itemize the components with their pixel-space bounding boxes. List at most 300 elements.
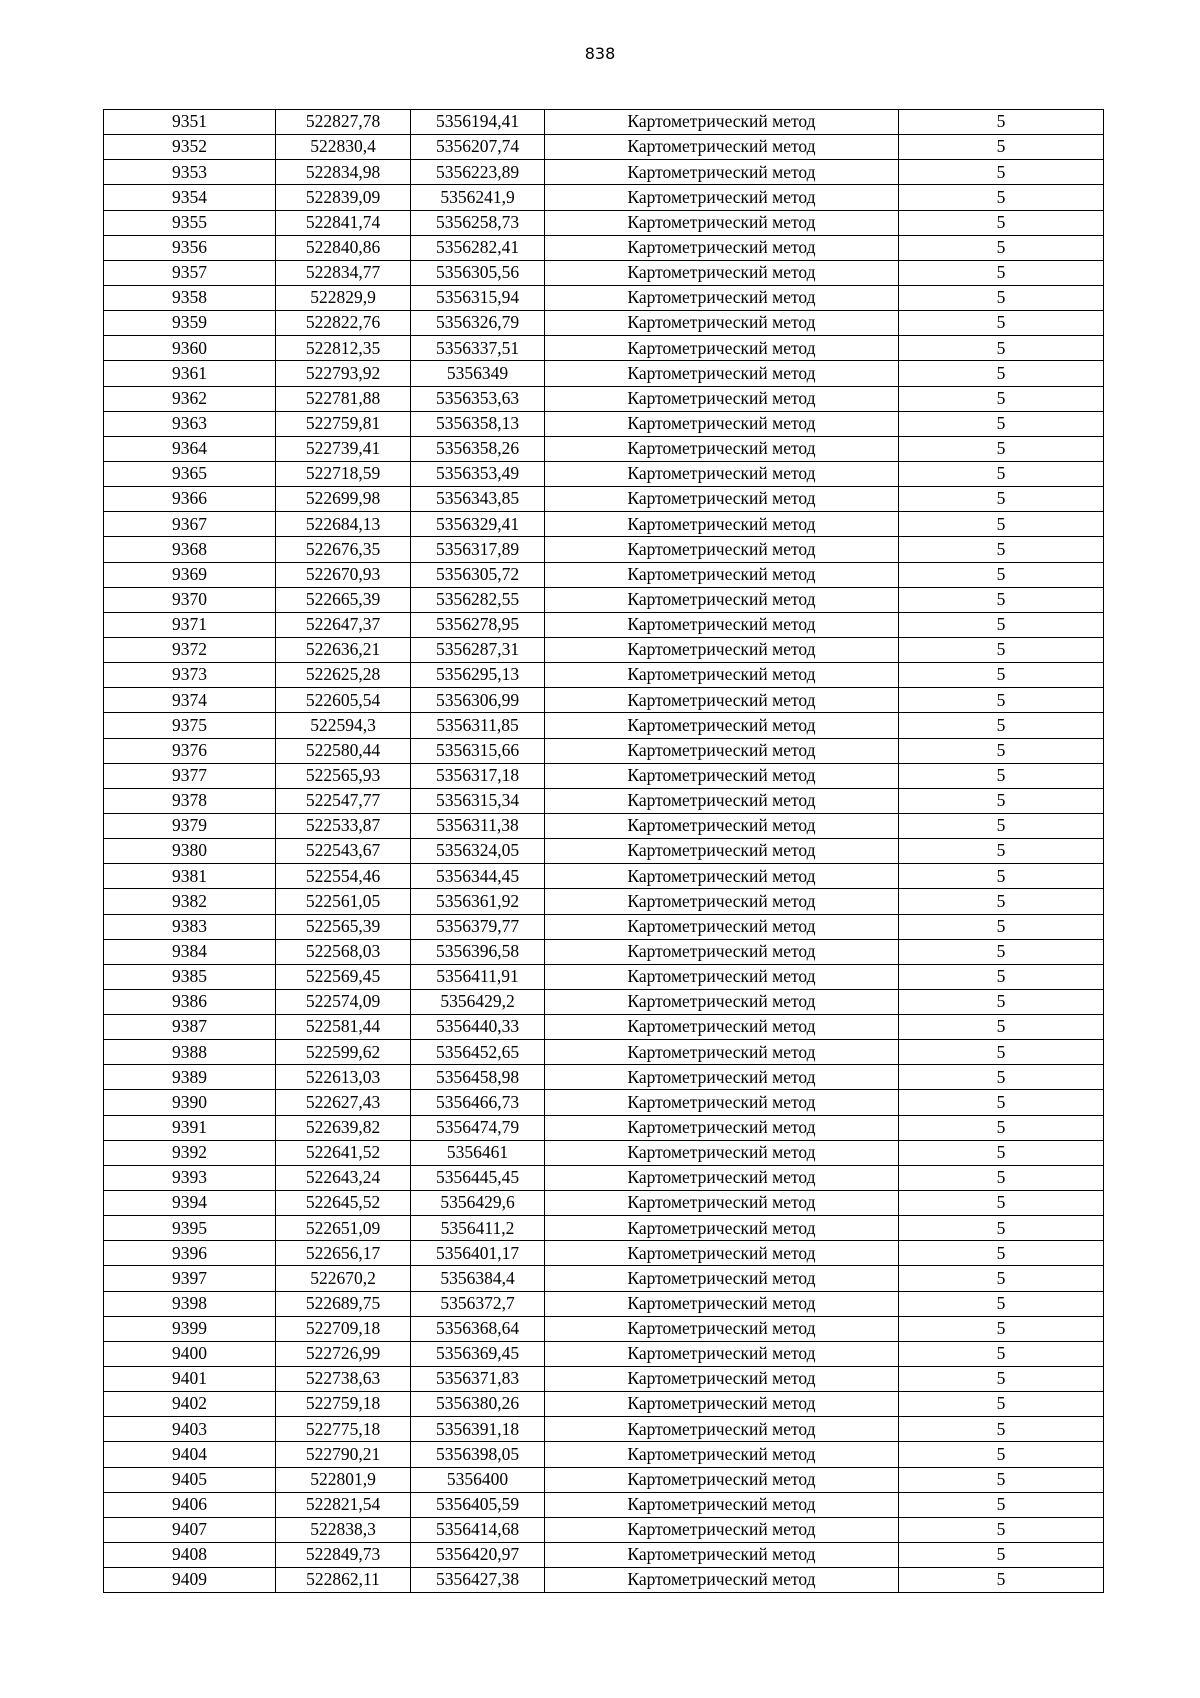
- point-number-cell: 9399: [104, 1316, 276, 1341]
- y-coordinate-cell: 5356353,63: [411, 386, 545, 411]
- method-cell: Картометрический метод: [545, 1543, 899, 1568]
- x-coordinate-cell: 522839,09: [276, 185, 411, 210]
- method-cell: Картометрический метод: [545, 512, 899, 537]
- table-row: [104, 336, 1104, 361]
- method-cell: Картометрический метод: [545, 160, 899, 185]
- y-coordinate-cell: 5356329,41: [411, 512, 545, 537]
- point-number-cell: 9359: [104, 311, 276, 336]
- point-number-cell: 9394: [104, 1191, 276, 1216]
- point-number-cell: 9388: [104, 1040, 276, 1065]
- y-coordinate-cell: 5356474,79: [411, 1115, 545, 1140]
- accuracy-cell: 5: [899, 461, 1104, 486]
- point-number-cell: 9401: [104, 1367, 276, 1392]
- table-row: [104, 713, 1104, 738]
- y-coordinate-cell: 5356315,66: [411, 738, 545, 763]
- accuracy-cell: 5: [899, 336, 1104, 361]
- method-cell: Картометрический метод: [545, 386, 899, 411]
- y-coordinate-cell: 5356384,4: [411, 1266, 545, 1291]
- point-number-cell: 9375: [104, 713, 276, 738]
- y-coordinate-cell: 5356194,41: [411, 110, 545, 135]
- point-number-cell: 9361: [104, 361, 276, 386]
- method-cell: Картометрический метод: [545, 185, 899, 210]
- x-coordinate-cell: 522670,2: [276, 1266, 411, 1291]
- method-cell: Картометрический метод: [545, 864, 899, 889]
- table-row: [104, 1090, 1104, 1115]
- accuracy-cell: 5: [899, 1316, 1104, 1341]
- x-coordinate-cell: 522739,41: [276, 436, 411, 461]
- y-coordinate-cell: 5356337,51: [411, 336, 545, 361]
- x-coordinate-cell: 522834,98: [276, 160, 411, 185]
- table-row: [104, 663, 1104, 688]
- x-coordinate-cell: 522613,03: [276, 1065, 411, 1090]
- x-coordinate-cell: 522684,13: [276, 512, 411, 537]
- table-row: [104, 788, 1104, 813]
- accuracy-cell: 5: [899, 1291, 1104, 1316]
- x-coordinate-cell: 522821,54: [276, 1492, 411, 1517]
- point-number-cell: 9396: [104, 1241, 276, 1266]
- accuracy-cell: 5: [899, 1241, 1104, 1266]
- table-row: [104, 989, 1104, 1014]
- accuracy-cell: 5: [899, 1165, 1104, 1190]
- x-coordinate-cell: 522759,18: [276, 1392, 411, 1417]
- x-coordinate-cell: 522849,73: [276, 1543, 411, 1568]
- point-number-cell: 9367: [104, 512, 276, 537]
- x-coordinate-cell: 522561,05: [276, 889, 411, 914]
- point-number-cell: 9402: [104, 1392, 276, 1417]
- point-number-cell: 9362: [104, 386, 276, 411]
- y-coordinate-cell: 5356400: [411, 1467, 545, 1492]
- table-row: [104, 110, 1104, 135]
- method-cell: Картометрический метод: [545, 612, 899, 637]
- point-number-cell: 9356: [104, 235, 276, 260]
- x-coordinate-cell: 522647,37: [276, 612, 411, 637]
- point-number-cell: 9355: [104, 210, 276, 235]
- method-cell: Картометрический метод: [545, 1065, 899, 1090]
- x-coordinate-cell: 522665,39: [276, 587, 411, 612]
- table-row: [104, 1341, 1104, 1366]
- point-number-cell: 9374: [104, 688, 276, 713]
- x-coordinate-cell: 522554,46: [276, 864, 411, 889]
- table-row: [104, 1543, 1104, 1568]
- y-coordinate-cell: 5356391,18: [411, 1417, 545, 1442]
- table-row: [104, 813, 1104, 838]
- method-cell: Картометрический метод: [545, 1090, 899, 1115]
- x-coordinate-cell: 522574,09: [276, 989, 411, 1014]
- table-row: [104, 914, 1104, 939]
- method-cell: Картометрический метод: [545, 1191, 899, 1216]
- x-coordinate-cell: 522636,21: [276, 637, 411, 662]
- x-coordinate-cell: 522670,93: [276, 562, 411, 587]
- y-coordinate-cell: 5356317,18: [411, 763, 545, 788]
- accuracy-cell: 5: [899, 411, 1104, 436]
- point-number-cell: 9354: [104, 185, 276, 210]
- method-cell: Картометрический метод: [545, 562, 899, 587]
- method-cell: Картометрический метод: [545, 939, 899, 964]
- method-cell: Картометрический метод: [545, 1417, 899, 1442]
- y-coordinate-cell: 5356306,99: [411, 688, 545, 713]
- y-coordinate-cell: 5356358,26: [411, 436, 545, 461]
- table-row: [104, 411, 1104, 436]
- table-row: [104, 1291, 1104, 1316]
- x-coordinate-cell: 522627,43: [276, 1090, 411, 1115]
- x-coordinate-cell: 522581,44: [276, 1015, 411, 1040]
- y-coordinate-cell: 5356361,92: [411, 889, 545, 914]
- x-coordinate-cell: 522599,62: [276, 1040, 411, 1065]
- x-coordinate-cell: 522801,9: [276, 1467, 411, 1492]
- point-number-cell: 9379: [104, 813, 276, 838]
- point-number-cell: 9365: [104, 461, 276, 486]
- table-row: [104, 1492, 1104, 1517]
- method-cell: Картометрический метод: [545, 964, 899, 989]
- x-coordinate-cell: 522676,35: [276, 537, 411, 562]
- point-number-cell: 9370: [104, 587, 276, 612]
- table-row: [104, 637, 1104, 662]
- table-row: [104, 1568, 1104, 1593]
- method-cell: Картометрический метод: [545, 210, 899, 235]
- accuracy-cell: 5: [899, 1392, 1104, 1417]
- y-coordinate-cell: 5356398,05: [411, 1442, 545, 1467]
- accuracy-cell: 5: [899, 160, 1104, 185]
- method-cell: Картометрический метод: [545, 260, 899, 285]
- point-number-cell: 9358: [104, 285, 276, 310]
- y-coordinate-cell: 5356305,72: [411, 562, 545, 587]
- method-cell: Картометрический метод: [545, 1216, 899, 1241]
- accuracy-cell: 5: [899, 1090, 1104, 1115]
- y-coordinate-cell: 5356295,13: [411, 663, 545, 688]
- accuracy-cell: 5: [899, 839, 1104, 864]
- point-number-cell: 9403: [104, 1417, 276, 1442]
- table-row: [104, 964, 1104, 989]
- x-coordinate-cell: 522565,93: [276, 763, 411, 788]
- accuracy-cell: 5: [899, 1115, 1104, 1140]
- method-cell: Картометрический метод: [545, 1266, 899, 1291]
- method-cell: Картометрический метод: [545, 1140, 899, 1165]
- method-cell: Картометрический метод: [545, 411, 899, 436]
- method-cell: Картометрический метод: [545, 1467, 899, 1492]
- y-coordinate-cell: 5356466,73: [411, 1090, 545, 1115]
- y-coordinate-cell: 5356287,31: [411, 637, 545, 662]
- y-coordinate-cell: 5356311,38: [411, 813, 545, 838]
- y-coordinate-cell: 5356305,56: [411, 260, 545, 285]
- x-coordinate-cell: 522643,24: [276, 1165, 411, 1190]
- table-row: [104, 864, 1104, 889]
- point-number-cell: 9398: [104, 1291, 276, 1316]
- accuracy-cell: 5: [899, 1517, 1104, 1542]
- point-number-cell: 9382: [104, 889, 276, 914]
- y-coordinate-cell: 5356324,05: [411, 839, 545, 864]
- point-number-cell: 9380: [104, 839, 276, 864]
- accuracy-cell: 5: [899, 110, 1104, 135]
- y-coordinate-cell: 5356344,45: [411, 864, 545, 889]
- table-row: [104, 436, 1104, 461]
- method-cell: Картометрический метод: [545, 1517, 899, 1542]
- x-coordinate-cell: 522829,9: [276, 285, 411, 310]
- accuracy-cell: 5: [899, 964, 1104, 989]
- accuracy-cell: 5: [899, 285, 1104, 310]
- y-coordinate-cell: 5356223,89: [411, 160, 545, 185]
- y-coordinate-cell: 5356427,38: [411, 1568, 545, 1593]
- method-cell: Картометрический метод: [545, 110, 899, 135]
- x-coordinate-cell: 522543,67: [276, 839, 411, 864]
- x-coordinate-cell: 522793,92: [276, 361, 411, 386]
- method-cell: Картометрический метод: [545, 135, 899, 160]
- y-coordinate-cell: 5356207,74: [411, 135, 545, 160]
- x-coordinate-cell: 522594,3: [276, 713, 411, 738]
- accuracy-cell: 5: [899, 889, 1104, 914]
- y-coordinate-cell: 5356278,95: [411, 612, 545, 637]
- point-number-cell: 9353: [104, 160, 276, 185]
- x-coordinate-cell: 522822,76: [276, 311, 411, 336]
- x-coordinate-cell: 522718,59: [276, 461, 411, 486]
- x-coordinate-cell: 522651,09: [276, 1216, 411, 1241]
- accuracy-cell: 5: [899, 914, 1104, 939]
- point-number-cell: 9404: [104, 1442, 276, 1467]
- y-coordinate-cell: 5356317,89: [411, 537, 545, 562]
- x-coordinate-cell: 522840,86: [276, 235, 411, 260]
- y-coordinate-cell: 5356401,17: [411, 1241, 545, 1266]
- y-coordinate-cell: 5356414,68: [411, 1517, 545, 1542]
- accuracy-cell: 5: [899, 436, 1104, 461]
- method-cell: Картометрический метод: [545, 285, 899, 310]
- coordinates-table: [103, 109, 1104, 1593]
- point-number-cell: 9383: [104, 914, 276, 939]
- accuracy-cell: 5: [899, 185, 1104, 210]
- accuracy-cell: 5: [899, 487, 1104, 512]
- y-coordinate-cell: 5356241,9: [411, 185, 545, 210]
- point-number-cell: 9377: [104, 763, 276, 788]
- accuracy-cell: 5: [899, 361, 1104, 386]
- method-cell: Картометрический метод: [545, 1341, 899, 1366]
- point-number-cell: 9366: [104, 487, 276, 512]
- y-coordinate-cell: 5356429,2: [411, 989, 545, 1014]
- y-coordinate-cell: 5356380,26: [411, 1392, 545, 1417]
- method-cell: Картометрический метод: [545, 663, 899, 688]
- accuracy-cell: 5: [899, 135, 1104, 160]
- accuracy-cell: 5: [899, 1140, 1104, 1165]
- accuracy-cell: 5: [899, 813, 1104, 838]
- method-cell: Картометрический метод: [545, 914, 899, 939]
- x-coordinate-cell: 522605,54: [276, 688, 411, 713]
- point-number-cell: 9381: [104, 864, 276, 889]
- accuracy-cell: 5: [899, 210, 1104, 235]
- table-row: [104, 487, 1104, 512]
- table-row: [104, 1216, 1104, 1241]
- table-row: [104, 1065, 1104, 1090]
- x-coordinate-cell: 522709,18: [276, 1316, 411, 1341]
- x-coordinate-cell: 522565,39: [276, 914, 411, 939]
- point-number-cell: 9363: [104, 411, 276, 436]
- table-row: [104, 135, 1104, 160]
- table-row: [104, 311, 1104, 336]
- y-coordinate-cell: 5356282,55: [411, 587, 545, 612]
- point-number-cell: 9409: [104, 1568, 276, 1593]
- point-number-cell: 9376: [104, 738, 276, 763]
- accuracy-cell: 5: [899, 1543, 1104, 1568]
- method-cell: Картометрический метод: [545, 738, 899, 763]
- method-cell: Картометрический метод: [545, 1040, 899, 1065]
- x-coordinate-cell: 522547,77: [276, 788, 411, 813]
- accuracy-cell: 5: [899, 1442, 1104, 1467]
- point-number-cell: 9391: [104, 1115, 276, 1140]
- y-coordinate-cell: 5356311,85: [411, 713, 545, 738]
- method-cell: Картометрический метод: [545, 788, 899, 813]
- point-number-cell: 9373: [104, 663, 276, 688]
- point-number-cell: 9390: [104, 1090, 276, 1115]
- table-row: [104, 185, 1104, 210]
- table-row: [104, 1266, 1104, 1291]
- accuracy-cell: 5: [899, 235, 1104, 260]
- x-coordinate-cell: 522834,77: [276, 260, 411, 285]
- method-cell: Картометрический метод: [545, 1015, 899, 1040]
- accuracy-cell: 5: [899, 1065, 1104, 1090]
- table-row: [104, 235, 1104, 260]
- x-coordinate-cell: 522830,4: [276, 135, 411, 160]
- x-coordinate-cell: 522781,88: [276, 386, 411, 411]
- table-row: [104, 210, 1104, 235]
- table-row: [104, 839, 1104, 864]
- point-number-cell: 9389: [104, 1065, 276, 1090]
- table-row: [104, 1165, 1104, 1190]
- point-number-cell: 9368: [104, 537, 276, 562]
- point-number-cell: 9387: [104, 1015, 276, 1040]
- accuracy-cell: 5: [899, 1492, 1104, 1517]
- y-coordinate-cell: 5356405,59: [411, 1492, 545, 1517]
- accuracy-cell: 5: [899, 939, 1104, 964]
- table-row: [104, 285, 1104, 310]
- accuracy-cell: 5: [899, 788, 1104, 813]
- table-row: [104, 1191, 1104, 1216]
- page-number: 838: [584, 44, 616, 63]
- accuracy-cell: 5: [899, 1417, 1104, 1442]
- table-row: [104, 1316, 1104, 1341]
- method-cell: Картометрический метод: [545, 989, 899, 1014]
- y-coordinate-cell: 5356343,85: [411, 487, 545, 512]
- y-coordinate-cell: 5356379,77: [411, 914, 545, 939]
- method-cell: Картометрический метод: [545, 1367, 899, 1392]
- point-number-cell: 9372: [104, 637, 276, 662]
- method-cell: Картометрический метод: [545, 637, 899, 662]
- accuracy-cell: 5: [899, 587, 1104, 612]
- accuracy-cell: 5: [899, 688, 1104, 713]
- x-coordinate-cell: 522738,63: [276, 1367, 411, 1392]
- y-coordinate-cell: 5356358,13: [411, 411, 545, 436]
- point-number-cell: 9364: [104, 436, 276, 461]
- table-row: [104, 1417, 1104, 1442]
- accuracy-cell: 5: [899, 637, 1104, 662]
- method-cell: Картометрический метод: [545, 436, 899, 461]
- x-coordinate-cell: 522775,18: [276, 1417, 411, 1442]
- table-row: [104, 1367, 1104, 1392]
- x-coordinate-cell: 522827,78: [276, 110, 411, 135]
- method-cell: Картометрический метод: [545, 1392, 899, 1417]
- x-coordinate-cell: 522580,44: [276, 738, 411, 763]
- point-number-cell: 9351: [104, 110, 276, 135]
- table-row: [104, 562, 1104, 587]
- method-cell: Картометрический метод: [545, 688, 899, 713]
- accuracy-cell: 5: [899, 1191, 1104, 1216]
- accuracy-cell: 5: [899, 763, 1104, 788]
- method-cell: Картометрический метод: [545, 1442, 899, 1467]
- method-cell: Картометрический метод: [545, 1568, 899, 1593]
- x-coordinate-cell: 522838,3: [276, 1517, 411, 1542]
- accuracy-cell: 5: [899, 1015, 1104, 1040]
- x-coordinate-cell: 522639,82: [276, 1115, 411, 1140]
- accuracy-cell: 5: [899, 1367, 1104, 1392]
- method-cell: Картометрический метод: [545, 235, 899, 260]
- x-coordinate-cell: 522533,87: [276, 813, 411, 838]
- y-coordinate-cell: 5356429,6: [411, 1191, 545, 1216]
- method-cell: Картометрический метод: [545, 1291, 899, 1316]
- point-number-cell: 9407: [104, 1517, 276, 1542]
- x-coordinate-cell: 522569,45: [276, 964, 411, 989]
- accuracy-cell: 5: [899, 1266, 1104, 1291]
- table-row: [104, 1040, 1104, 1065]
- method-cell: Картометрический метод: [545, 813, 899, 838]
- point-number-cell: 9408: [104, 1543, 276, 1568]
- coordinates-table-body: [104, 110, 1104, 1593]
- table-row: [104, 1392, 1104, 1417]
- point-number-cell: 9360: [104, 336, 276, 361]
- y-coordinate-cell: 5356440,33: [411, 1015, 545, 1040]
- table-row: [104, 587, 1104, 612]
- point-number-cell: 9385: [104, 964, 276, 989]
- y-coordinate-cell: 5356452,65: [411, 1040, 545, 1065]
- y-coordinate-cell: 5356315,34: [411, 788, 545, 813]
- accuracy-cell: 5: [899, 562, 1104, 587]
- method-cell: Картометрический метод: [545, 713, 899, 738]
- table-row: [104, 763, 1104, 788]
- method-cell: Картометрический метод: [545, 889, 899, 914]
- y-coordinate-cell: 5356411,91: [411, 964, 545, 989]
- point-number-cell: 9352: [104, 135, 276, 160]
- table-row: [104, 1467, 1104, 1492]
- point-number-cell: 9357: [104, 260, 276, 285]
- method-cell: Картометрический метод: [545, 1115, 899, 1140]
- point-number-cell: 9395: [104, 1216, 276, 1241]
- table-row: [104, 537, 1104, 562]
- table-row: [104, 889, 1104, 914]
- table-row: [104, 1015, 1104, 1040]
- method-cell: Картометрический метод: [545, 839, 899, 864]
- x-coordinate-cell: 522689,75: [276, 1291, 411, 1316]
- x-coordinate-cell: 522726,99: [276, 1341, 411, 1366]
- table-row: [104, 1442, 1104, 1467]
- table-row: [104, 361, 1104, 386]
- y-coordinate-cell: 5356326,79: [411, 311, 545, 336]
- table-row: [104, 738, 1104, 763]
- point-number-cell: 9400: [104, 1341, 276, 1366]
- accuracy-cell: 5: [899, 989, 1104, 1014]
- y-coordinate-cell: 5356315,94: [411, 285, 545, 310]
- accuracy-cell: 5: [899, 713, 1104, 738]
- y-coordinate-cell: 5356282,41: [411, 235, 545, 260]
- y-coordinate-cell: 5356353,49: [411, 461, 545, 486]
- method-cell: Картометрический метод: [545, 311, 899, 336]
- method-cell: Картометрический метод: [545, 487, 899, 512]
- accuracy-cell: 5: [899, 260, 1104, 285]
- table-row: [104, 688, 1104, 713]
- y-coordinate-cell: 5356458,98: [411, 1065, 545, 1090]
- method-cell: Картометрический метод: [545, 537, 899, 562]
- method-cell: Картометрический метод: [545, 336, 899, 361]
- x-coordinate-cell: 522625,28: [276, 663, 411, 688]
- method-cell: Картометрический метод: [545, 1492, 899, 1517]
- x-coordinate-cell: 522790,21: [276, 1442, 411, 1467]
- table-row: [104, 260, 1104, 285]
- table-row: [104, 512, 1104, 537]
- x-coordinate-cell: 522641,52: [276, 1140, 411, 1165]
- table-row: [104, 461, 1104, 486]
